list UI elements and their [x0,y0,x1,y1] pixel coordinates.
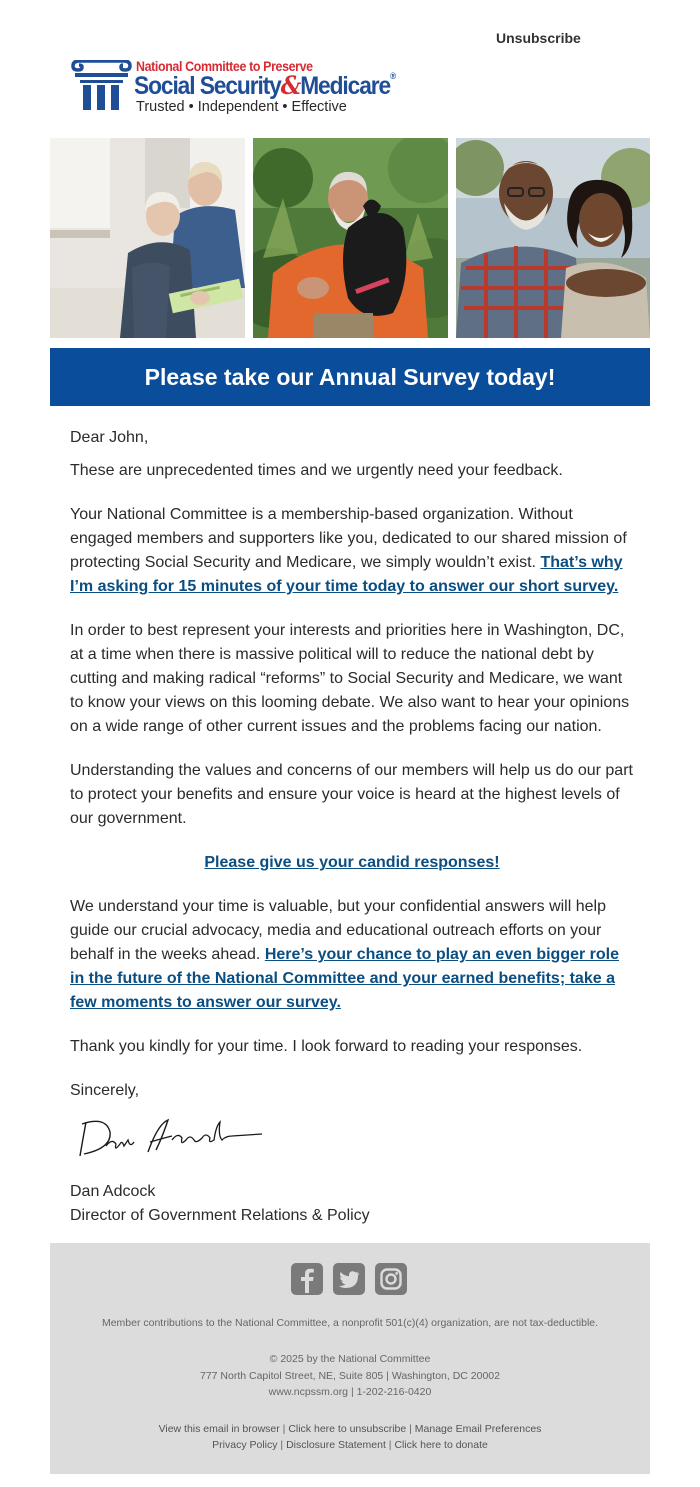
footer-unsubscribe-link[interactable]: Click here to unsubscribe [288,1423,407,1435]
logo-line-2 [134,71,396,101]
photo-couple-hugging [456,138,650,338]
website-phone: www.ncpssm.org | 1-202-216-0420 [268,1386,432,1398]
photo-women-reading [50,138,245,338]
tax-disclaimer: Member contributions to the National Committee, a nonprofit 501(c)(4) organization, are not tax-deductible. [101,1317,599,1329]
paragraph-2 [70,503,634,599]
signer-block [70,1180,370,1228]
signer-title: Director of Government Relations & Policy [70,1207,370,1224]
logo-line-1: National Committee to Preserve [136,59,313,74]
greeting: Dear John, [70,429,149,446]
letter-body [70,426,634,1123]
cta-paragraph [70,851,634,875]
separator: | [277,1439,287,1451]
ncpssm-logo[interactable] [71,58,431,118]
closing: Sincerely, [70,1082,140,1099]
handwritten-signature [76,1114,266,1160]
paragraph-5-text: We understand your time is valuable, but your confidential answers will help guide our crucial advocacy, media and educational outreach efforts on your behalf in the weeks ahead. [70,898,606,963]
twitter-icon[interactable] [333,1263,365,1295]
separator: | [385,1439,395,1451]
paragraph-3: In order to best represent your interests and priorities here in Washington, DC, at a time when there is massive political will to reduce the national debt by cutting and making radical “reforms” to Social Security and Medicare, we want to know your views on this looming debate. We also want to hear your opinions on a wide range of other current issues and the problems facing our nation. [70,622,630,735]
photo-man-with-dog [253,138,448,338]
survey-banner: Please take our Annual Survey today! [50,348,650,406]
logo-tagline: Trusted • Independent • Effective [136,99,347,115]
donate-link[interactable]: Click here to donate [394,1439,488,1451]
facebook-icon[interactable] [291,1263,323,1295]
logo-medicare: Medicare [300,72,391,100]
footer [50,1243,650,1474]
footer-links-row-1 [50,1421,650,1437]
instagram-icon[interactable] [375,1263,407,1295]
footer-links-row-2 [50,1437,650,1453]
signer-name: Dan Adcock [70,1183,156,1200]
column-logo-icon [71,60,132,114]
mailing-address: 777 North Capitol Street, NE, Suite 805 | Washington, DC 20002 [199,1370,500,1382]
paragraph-2-text: Your National Committee is a membership-based organization. Without engaged members and supporters like you, dedicated to our shared mission of protecting Social Security and Medicare, we simply wouldn’t exist. [70,506,627,571]
hero-photo-strip [50,138,650,338]
logo-registered-mark: ® [390,71,397,81]
candid-responses-link[interactable]: Please give us your candid responses! [204,854,500,871]
paragraph-5 [70,895,634,1015]
survey-link-15-minutes[interactable]: That’s why I’m asking for 15 minutes of your time today to answer our short survey. [70,554,623,595]
separator: | [406,1423,415,1435]
bigger-role-survey-link[interactable]: Here’s your chance to play an even bigger role in the future of the National Committee and your earned benefits; take a few moments to answer our survey. [70,946,620,1011]
disclosure-statement-link[interactable]: Disclosure Statement [286,1439,386,1451]
view-in-browser-link[interactable]: View this email in browser [158,1423,280,1435]
separator: | [279,1423,289,1435]
paragraph-4: Understanding the values and concerns of our members will help us do our part to protect your benefits and ensure your voice is heard at the highest levels of our government. [70,762,633,827]
logo-ampersand: & [280,71,301,100]
privacy-policy-link[interactable]: Privacy Policy [212,1439,278,1451]
unsubscribe-link[interactable]: Unsubscribe [496,30,581,46]
copyright: © 2025 by the National Committee [269,1353,431,1365]
paragraph-1: These are unprecedented times and we urgently need your feedback. [70,462,563,479]
manage-preferences-link[interactable]: Manage Email Preferences [414,1423,542,1435]
paragraph-6: Thank you kindly for your time. I look forward to reading your responses. [70,1038,583,1055]
logo-social-security: Social Security [134,72,281,100]
